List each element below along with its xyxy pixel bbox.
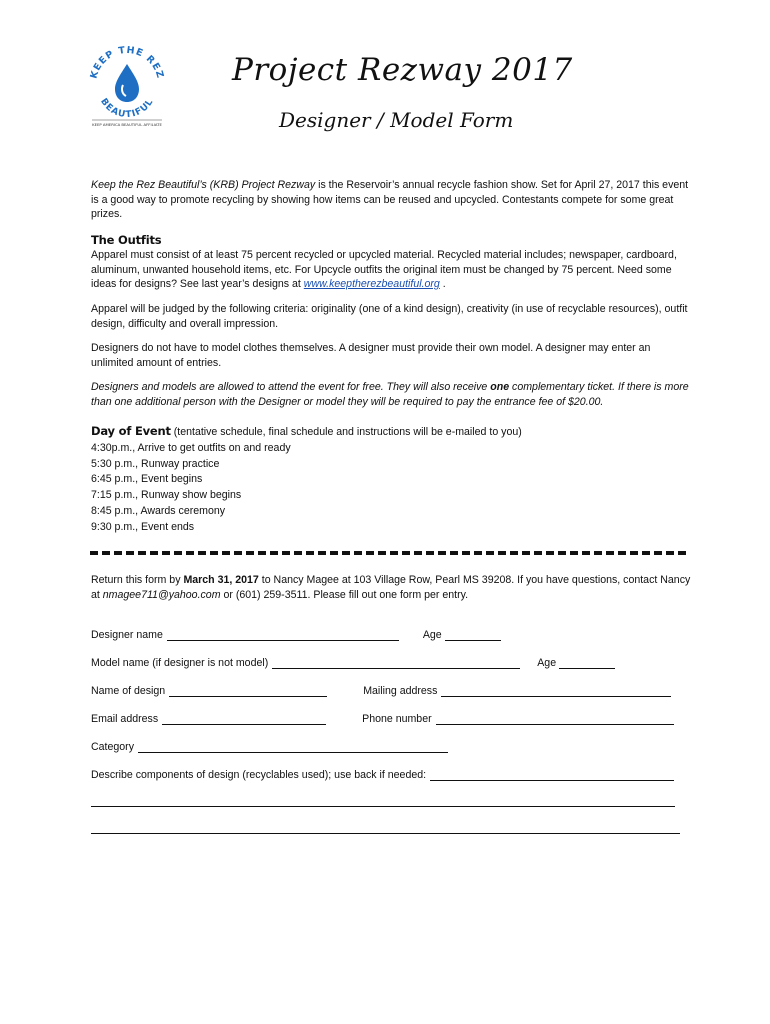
schedule-item: 6:45 p.m., Event begins [91, 473, 203, 486]
schedule-item: 7:15 p.m., Runway show begins [91, 489, 242, 502]
schedule-item: 8:45 p.m., Awards ceremony [91, 504, 226, 517]
describe-field-line-3[interactable] [91, 833, 680, 834]
describe-row [91, 768, 674, 781]
criteria-overall-impression: overall impression [189, 317, 276, 330]
day-of-event-note: (tentative schedule, final schedule and instructions will be e-mailed to you) [170, 426, 522, 438]
designer-age-field[interactable] [445, 628, 501, 641]
designer-age-label: Age [422, 629, 442, 641]
describe-label: Describe components of design (recyclables used); use back if needed: [91, 769, 427, 781]
criteria-difficulty: difficulty [128, 317, 167, 330]
page-title: Project Rezway 2017 [232, 52, 573, 88]
model-name-field[interactable] [272, 656, 520, 669]
category-field[interactable] [138, 740, 448, 753]
category-row [91, 740, 448, 753]
page-subtitle: Designer / Model Form [279, 108, 514, 132]
logo-affiliate: KEEP AMERICA BEAUTIFUL AFFILIATE [92, 122, 162, 127]
outfits-paragraph-4: Designers and models are allowed to attend the event for free. They will also receive one complementary ticket. If there is more than one additional person with the Designer or model they will be required to pay the entrance fee of $20.00. [91, 381, 689, 408]
return-paragraph: Return this form by March 31, 2017 to Nancy Magee at 103 Village Row, Pearl MS 39208. If you have questions, contact Nancy at nmagee711@yahoo.com or (601) 259-3511. Please fill out one form per entry. [91, 574, 691, 601]
schedule-item: 9:30 p.m., Event ends [91, 520, 195, 533]
design-name-field[interactable] [169, 684, 327, 697]
outfits-paragraph-1: Apparel must consist of at least 75 percent recycled or upcycled material. Recycled material includes; newspaper, cardboard, aluminum, unwanted household items, etc. For Upcycle outfits the original item must be changed by 75 percent. Need some ideas for designs? See last year’s designs at www.keeptherezbeautiful.org . [91, 249, 677, 290]
mailing-address-label: Mailing address [363, 685, 438, 697]
phone-field[interactable] [436, 712, 674, 725]
outfits-paragraph-2: Apparel will be judged by the following criteria: originality (one of a kind design), creativity (in use of recyclable resources), outfit design, difficulty and overall impression. [91, 303, 688, 330]
day-of-event-line [91, 424, 522, 438]
intro-org: Keep the Rez Beautiful’s (KRB) Project Rezway [91, 179, 316, 191]
email-phone-row [91, 712, 674, 725]
design-mailing-row [91, 684, 671, 697]
email-label: Email address [91, 713, 159, 725]
designer-row [91, 628, 501, 641]
logo-arc-bottom: BEAUTIFUL [98, 96, 156, 121]
contact-email: nmagee711@yahoo.com [102, 588, 221, 601]
describe-field-line-1[interactable] [430, 768, 674, 781]
day-of-event-heading: Day of Event [91, 424, 171, 438]
water-drop-icon [115, 64, 139, 102]
criteria-creativity: creativity [466, 303, 509, 315]
cut-line-divider [90, 551, 686, 555]
model-age-label: Age [537, 657, 557, 669]
criteria-originality: originality [311, 303, 356, 315]
design-name-label: Name of design [91, 685, 166, 697]
designer-name-label: Designer name [91, 629, 163, 641]
schedule-list [91, 441, 291, 535]
model-row [91, 656, 615, 669]
category-label: Category [91, 741, 134, 753]
website-link[interactable]: www.keeptherezbeautiful.org [303, 278, 440, 290]
phone-label: Phone number [362, 713, 432, 725]
return-date: March 31, 2017 [183, 574, 259, 586]
event-date: April 27, 2017 [574, 179, 640, 191]
krb-logo [84, 42, 170, 130]
schedule-item: 4:30p.m., Arrive to get outfits on and ready [91, 442, 291, 454]
mailing-address-field[interactable] [441, 684, 671, 697]
intro-paragraph: Keep the Rez Beautiful’s (KRB) Project Rezway is the Reservoir’s annual recycle fashion show. Set for April 27, 2017 this event is a good way to promote recycling by showing how items can be reused and upcycled. Contestants compete for some great prizes. [91, 179, 689, 220]
logo-arc-top: KEEP THE REZ [88, 44, 166, 81]
designer-name-field[interactable] [167, 628, 399, 641]
outfits-paragraph-3: Designers do not have to model clothes themselves. A designer must provide their own model. A designer may enter an unlimited amount of entries. [91, 342, 651, 369]
describe-field-line-2[interactable] [91, 806, 675, 807]
schedule-item: 5:30 p.m., Runway practice [91, 457, 220, 470]
model-name-label: Model name (if designer is not model) [91, 657, 269, 669]
criteria-outfit-design: outfit design [91, 303, 688, 330]
outfits-heading: The Outfits [91, 233, 162, 247]
model-age-field[interactable] [559, 656, 615, 669]
email-field[interactable] [162, 712, 326, 725]
one-ticket: one [490, 381, 510, 393]
